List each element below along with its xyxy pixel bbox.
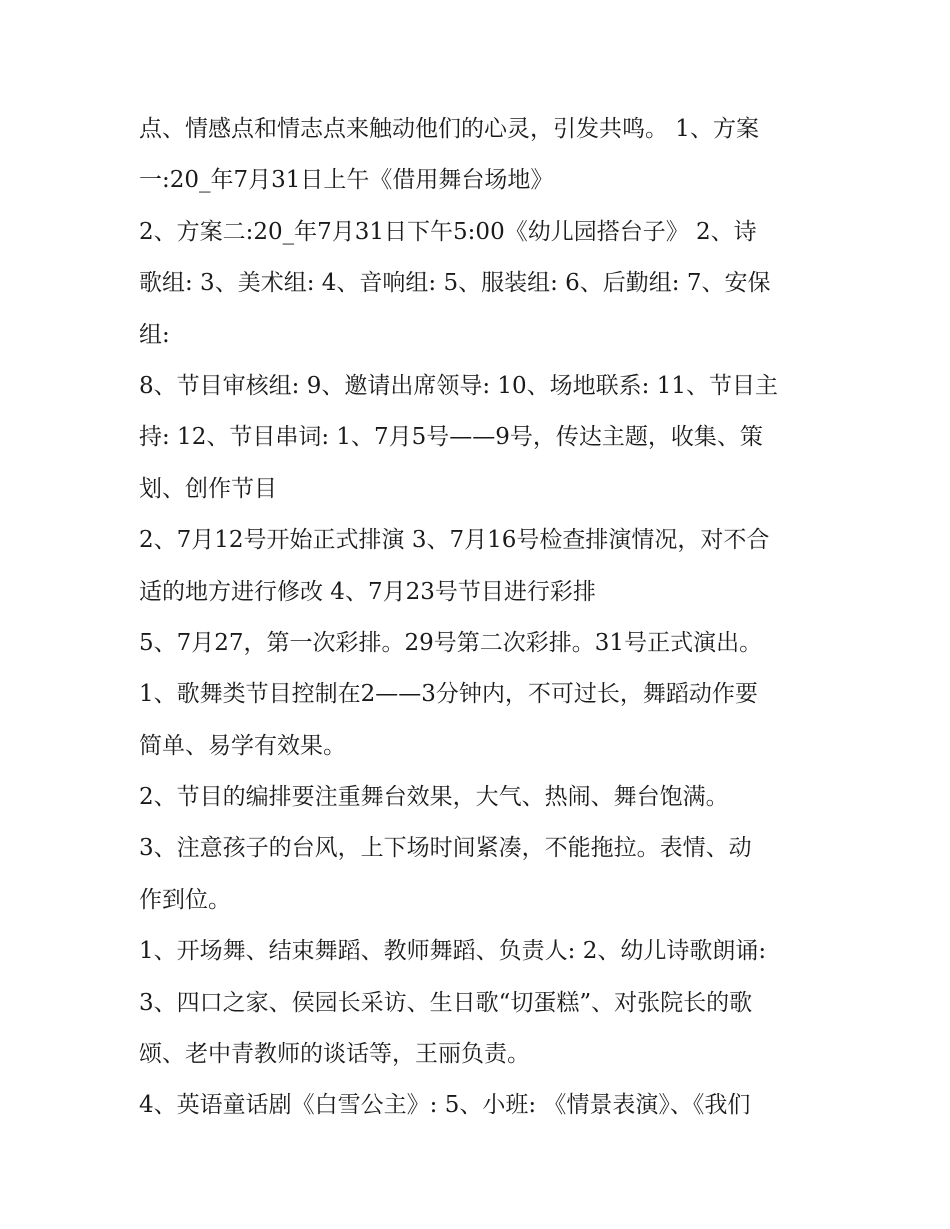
text-line: 5、7月27，第一次彩排。29号第二次彩排。31号正式演出。 bbox=[139, 629, 763, 656]
text-line: 3、注意孩子的台风，上下场时间紧凑，不能拖拉。表情、动 bbox=[139, 835, 752, 862]
text-line: 4、英语童话剧《白雪公主》: 5、小班: 《情景表演》、《我们 bbox=[139, 1092, 751, 1119]
text-line: 点、情感点和情志点来触动他们的心灵，引发共鸣。 1、方案 bbox=[139, 116, 759, 142]
text-line: 3、四口之家、侯园长采访、生日歌“切蛋糕”、对张院长的歌 bbox=[139, 989, 753, 1016]
text-line: 作到位。 bbox=[139, 886, 231, 913]
text-line: 简单、易学有效果。 bbox=[139, 732, 346, 759]
text-line: 组: bbox=[139, 321, 170, 348]
text-line: 适的地方进行修改 4、7月23号节目进行彩排 bbox=[139, 578, 596, 605]
text-line: 歌组: 3、美术组: 4、音响组: 5、服装组: 6、后勤组: 7、安保 bbox=[139, 270, 771, 297]
text-line: 划、创作节目 bbox=[139, 475, 277, 502]
text-line: 2、7月12号开始正式排演 3、7月16号检查排演情况，对不合 bbox=[139, 527, 770, 554]
text-line: 一:20_年7月31日上午《借用舞台场地》 bbox=[139, 167, 554, 194]
text-line: 1、歌舞类节目控制在2——3分钟内，不可过长，舞蹈动作要 bbox=[139, 681, 758, 708]
text-line: 8、节目审核组: 9、邀请出席领导: 10、场地联系: 11、节目主 bbox=[139, 372, 778, 399]
document-page bbox=[139, 104, 819, 1132]
text-line: 2、节目的编排要注重舞台效果，大气、热闹、舞台饱满。 bbox=[139, 784, 729, 811]
text-line: 2、方案二:20_年7月31日下午5:00《幼儿园搭台子》 2、诗 bbox=[139, 218, 757, 245]
text-line: 持: 12、节目串词: 1、7月5号——9号，传达主题，收集、策 bbox=[139, 424, 763, 451]
text-line: 1、开场舞、结束舞蹈、教师舞蹈、负责人: 2、幼儿诗歌朗诵: bbox=[139, 938, 767, 965]
text-line: 颂、老中青教师的谈话等，王丽负责。 bbox=[139, 1041, 530, 1068]
